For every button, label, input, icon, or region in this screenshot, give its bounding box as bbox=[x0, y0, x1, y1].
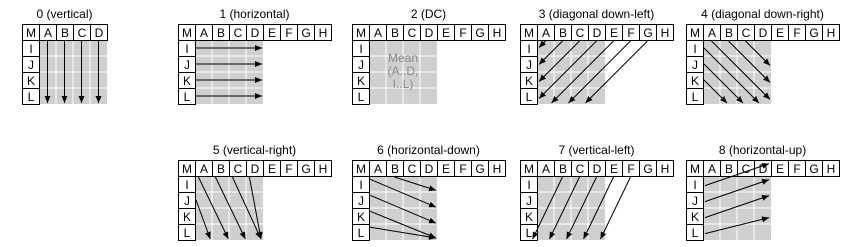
label-m: M bbox=[356, 162, 366, 176]
label-e: E bbox=[267, 162, 277, 176]
label-a: A bbox=[541, 162, 551, 176]
label-h: H bbox=[318, 26, 328, 40]
label-k: K bbox=[690, 210, 700, 224]
label-l: L bbox=[525, 226, 533, 240]
label-e: E bbox=[775, 26, 785, 40]
mode-6-panel bbox=[353, 143, 506, 241]
label-i: I bbox=[29, 42, 33, 56]
label-g: G bbox=[643, 162, 653, 176]
label-j: J bbox=[526, 58, 532, 72]
label-a: A bbox=[707, 162, 717, 176]
label-j: J bbox=[184, 194, 190, 208]
label-a: A bbox=[43, 26, 53, 40]
label-i: I bbox=[527, 42, 531, 56]
label-m: M bbox=[356, 26, 366, 40]
mode-2-title: 2 (DC) bbox=[410, 7, 447, 21]
mode-5-panel bbox=[179, 143, 332, 241]
label-c: C bbox=[575, 26, 585, 40]
label-f: F bbox=[285, 162, 293, 176]
label-f: F bbox=[793, 162, 801, 176]
label-b: B bbox=[216, 26, 226, 40]
mode-3-title: 3 (diagonal down-left) bbox=[538, 7, 655, 21]
label-e: E bbox=[267, 26, 277, 40]
mode-7-panel bbox=[521, 143, 674, 241]
label-j: J bbox=[358, 58, 364, 72]
label-k: K bbox=[524, 74, 534, 88]
label-k: K bbox=[182, 74, 192, 88]
label-f: F bbox=[459, 26, 467, 40]
label-a: A bbox=[707, 26, 717, 40]
label-d: D bbox=[250, 162, 260, 176]
label-h: H bbox=[492, 162, 502, 176]
label-c: C bbox=[233, 162, 243, 176]
mode-8-panel bbox=[687, 143, 840, 241]
label-g: G bbox=[643, 26, 653, 40]
label-c: C bbox=[741, 162, 751, 176]
label-a: A bbox=[541, 26, 551, 40]
label-b: B bbox=[390, 162, 400, 176]
label-c: C bbox=[741, 26, 751, 40]
mode-4-panel bbox=[687, 7, 840, 105]
label-i: I bbox=[359, 178, 363, 192]
mode-8-title: 8 (horizontal-up) bbox=[718, 143, 807, 157]
label-l: L bbox=[525, 90, 533, 104]
label-j: J bbox=[526, 194, 532, 208]
label-j: J bbox=[358, 194, 364, 208]
label-j: J bbox=[692, 58, 698, 72]
label-e: E bbox=[441, 162, 451, 176]
label-m: M bbox=[690, 26, 700, 40]
label-b: B bbox=[724, 162, 734, 176]
label-g: G bbox=[475, 162, 485, 176]
mode-5-title: 5 (vertical-right) bbox=[212, 143, 297, 157]
mode-2-panel bbox=[353, 7, 506, 105]
label-e: E bbox=[775, 162, 785, 176]
label-b: B bbox=[558, 162, 568, 176]
label-m: M bbox=[690, 162, 700, 176]
label-l: L bbox=[691, 90, 699, 104]
label-i: I bbox=[693, 178, 697, 192]
dc-mean-text: I..L) bbox=[392, 77, 414, 91]
label-j: J bbox=[184, 58, 190, 72]
label-m: M bbox=[182, 162, 192, 176]
label-d: D bbox=[592, 26, 602, 40]
mode-7-title: 7 (vertical-left) bbox=[558, 143, 635, 157]
label-m: M bbox=[524, 162, 534, 176]
label-m: M bbox=[524, 26, 534, 40]
label-i: I bbox=[693, 42, 697, 56]
label-c: C bbox=[407, 162, 417, 176]
mode-4-title: 4 (diagonal down-right) bbox=[701, 7, 824, 21]
label-k: K bbox=[524, 210, 534, 224]
label-i: I bbox=[185, 178, 189, 192]
label-c: C bbox=[77, 26, 87, 40]
label-k: K bbox=[356, 210, 366, 224]
label-b: B bbox=[390, 26, 400, 40]
mode-1-title: 1 (horizontal) bbox=[219, 7, 290, 21]
label-f: F bbox=[285, 26, 293, 40]
dc-mean-text: Mean bbox=[387, 51, 419, 65]
label-b: B bbox=[558, 26, 568, 40]
label-l: L bbox=[183, 226, 191, 240]
label-k: K bbox=[182, 210, 192, 224]
label-h: H bbox=[318, 162, 328, 176]
label-b: B bbox=[60, 26, 70, 40]
mode-1-panel bbox=[179, 7, 332, 105]
label-e: E bbox=[441, 26, 451, 40]
label-j: J bbox=[28, 58, 34, 72]
label-m: M bbox=[182, 26, 192, 40]
label-a: A bbox=[373, 26, 383, 40]
label-h: H bbox=[826, 26, 836, 40]
label-d: D bbox=[250, 26, 260, 40]
label-j: J bbox=[692, 194, 698, 208]
label-h: H bbox=[660, 162, 670, 176]
label-d: D bbox=[592, 162, 602, 176]
label-c: C bbox=[233, 26, 243, 40]
label-d: D bbox=[424, 162, 434, 176]
label-g: G bbox=[809, 26, 819, 40]
label-i: I bbox=[527, 178, 531, 192]
label-k: K bbox=[26, 74, 36, 88]
label-f: F bbox=[627, 162, 635, 176]
mode-0-title: 0 (vertical) bbox=[36, 7, 93, 21]
label-l: L bbox=[691, 226, 699, 240]
label-a: A bbox=[199, 26, 209, 40]
label-h: H bbox=[660, 26, 670, 40]
label-b: B bbox=[724, 26, 734, 40]
label-g: G bbox=[301, 162, 311, 176]
label-f: F bbox=[793, 26, 801, 40]
label-i: I bbox=[185, 42, 189, 56]
label-f: F bbox=[459, 162, 467, 176]
label-d: D bbox=[758, 162, 768, 176]
label-i: I bbox=[359, 42, 363, 56]
label-g: G bbox=[475, 26, 485, 40]
label-a: A bbox=[199, 162, 209, 176]
dc-mean-text: (A..D, bbox=[387, 64, 419, 78]
label-h: H bbox=[826, 162, 836, 176]
label-k: K bbox=[690, 74, 700, 88]
label-l: L bbox=[357, 90, 365, 104]
label-d: D bbox=[424, 26, 434, 40]
label-l: L bbox=[183, 90, 191, 104]
label-d: D bbox=[94, 26, 104, 40]
label-m: M bbox=[26, 26, 36, 40]
label-e: E bbox=[609, 26, 619, 40]
label-l: L bbox=[27, 90, 35, 104]
mode-6-title: 6 (horizontal-down) bbox=[377, 143, 480, 157]
label-l: L bbox=[357, 226, 365, 240]
mode-3-panel bbox=[521, 7, 674, 105]
label-c: C bbox=[407, 26, 417, 40]
label-c: C bbox=[575, 162, 585, 176]
label-g: G bbox=[301, 26, 311, 40]
mode-0-panel bbox=[23, 7, 108, 105]
label-g: G bbox=[809, 162, 819, 176]
label-k: K bbox=[356, 74, 366, 88]
label-f: F bbox=[627, 26, 635, 40]
label-h: H bbox=[492, 26, 502, 40]
label-e: E bbox=[609, 162, 619, 176]
label-a: A bbox=[373, 162, 383, 176]
label-b: B bbox=[216, 162, 226, 176]
label-d: D bbox=[758, 26, 768, 40]
